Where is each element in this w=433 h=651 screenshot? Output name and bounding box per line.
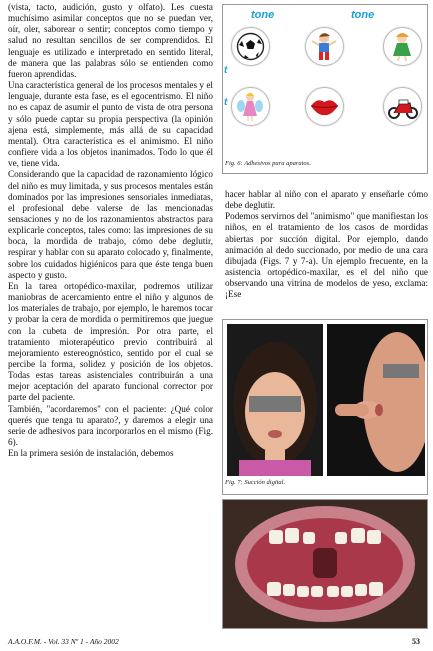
- thumb-sucking-profile-photo: [327, 324, 425, 476]
- tone-brand-label-partial: t: [224, 65, 228, 76]
- fairy-doll-sticker: [231, 87, 270, 126]
- paragraph: Una característica general de los procesos mentales y el lenguaje, durante esta fase, es el egocentrismo. El niño no es capaz de asumir el punto de vista de otra persona y sólo puede captar su propia perspectiva (la opinión ajena está, simplemente, más allá de su capacidad mental). Otra característica es el animismo. El niño confiere vida a los objetos inanimados. Todo lo que él ve, tiene vida.: [8, 80, 213, 169]
- paragraph: Considerando que la capacidad de razonamiento lógico del niño es muy limitada, y sus procesos mentales están dominados por las impresiones sensoriales inmediatas, el profesional debe valerse de las mencionadas sensaciones y no de los razonamientos abstractos para explicarle conceptos, tales como: las impresiones de su boca, la mordida de trabajo, cómo debe deglutir, respirar y hablar con su aparato colocado y, finalmente, sobre los cuidados higiénicos para que éste tenga buen aspecto y gusto.: [8, 169, 213, 280]
- girl-character-sticker: [383, 27, 422, 66]
- right-text-column: [225, 189, 428, 301]
- journal-footer: A.A.O.F.M. - Vol. 33 Nº 1 - Año 2002: [8, 637, 119, 646]
- left-text-column: [8, 2, 213, 459]
- figure-6-caption: Fig. 6: Adhesivos para aparatos.: [225, 160, 311, 167]
- tone-brand-label: tone: [351, 9, 375, 21]
- child-face-photo: [227, 324, 323, 476]
- paragraph: hacer hablar al niño con el aparato y enseñarle cómo debe deglutir.: [225, 189, 428, 211]
- page-number: 53: [412, 637, 420, 646]
- figure-6-stickers: [222, 4, 428, 174]
- paragraph: Podemos servirnos del "animismo" que manifiestan los niños, en el tratamiento de los casos de mordidas abiertas por succión digital. Por ejemplo, dando animación al dedo succionado, por medio de una cara dibujada (Figs. 7 y 7-a). Un ejemplo frecuente, en la asistencia ortopédico-maxilar, es el del niño que observando una vitrina de modelos de yeso, exclama: ¡Ese: [225, 211, 428, 300]
- paragraph: En la primera sesión de instalación, debemos: [8, 448, 174, 459]
- red-lips-sticker: [305, 87, 344, 126]
- paragraph: (vista, tacto, audición, gusto y olfato). Les cuesta muchísimo asimilar conceptos que no se puedan ver, oír, oler, saborear o sentir; conceptos como tiempo y salud no resultan sencillos de ser comprendidos. El lenguaje es utilizado e interpretado en sentido literal, de manera que las palabras sólo se entienden como fueron aprendidas.: [8, 2, 213, 79]
- figure-open-bite-photo: [222, 499, 428, 629]
- motorcycle-sticker: [383, 87, 422, 126]
- boy-character-sticker: [305, 27, 344, 66]
- figure-7-thumb-sucking: [222, 319, 428, 495]
- figure-7-caption: Fig. 7: Succión digital.: [225, 479, 286, 486]
- paragraph: En la tarea ortopédico-maxilar, podremos utilizar maniobras de acercamiento entre el niño y algunos de los materiales de trabajo, por ejemplo, le haremos tocar y probar la cera de mordida o permitiremos que juegue con la cubeta de impresión. Por otra parte, el tratamiento mioterapéutico previo contribuirá al mejoramiento estereognóstico, sentido por el cual se percibe la forma, solidez y posición de los objetos. Todas estas tareas asistenciales contribuirán a una mejor aceptación del aparato funcional corrector por parte del paciente.: [8, 280, 213, 403]
- soccer-ball-sticker: [231, 27, 270, 66]
- tone-brand-label: tone: [251, 9, 275, 21]
- tone-brand-label-partial: t: [224, 97, 228, 108]
- paragraph: También, "acordaremos" con el paciente: ¿Qué color querés que tenga tu aparato?, y daremos a elegir una serie de adhesivos para incorporarlos en el mismo (Fig. 6).: [8, 403, 213, 448]
